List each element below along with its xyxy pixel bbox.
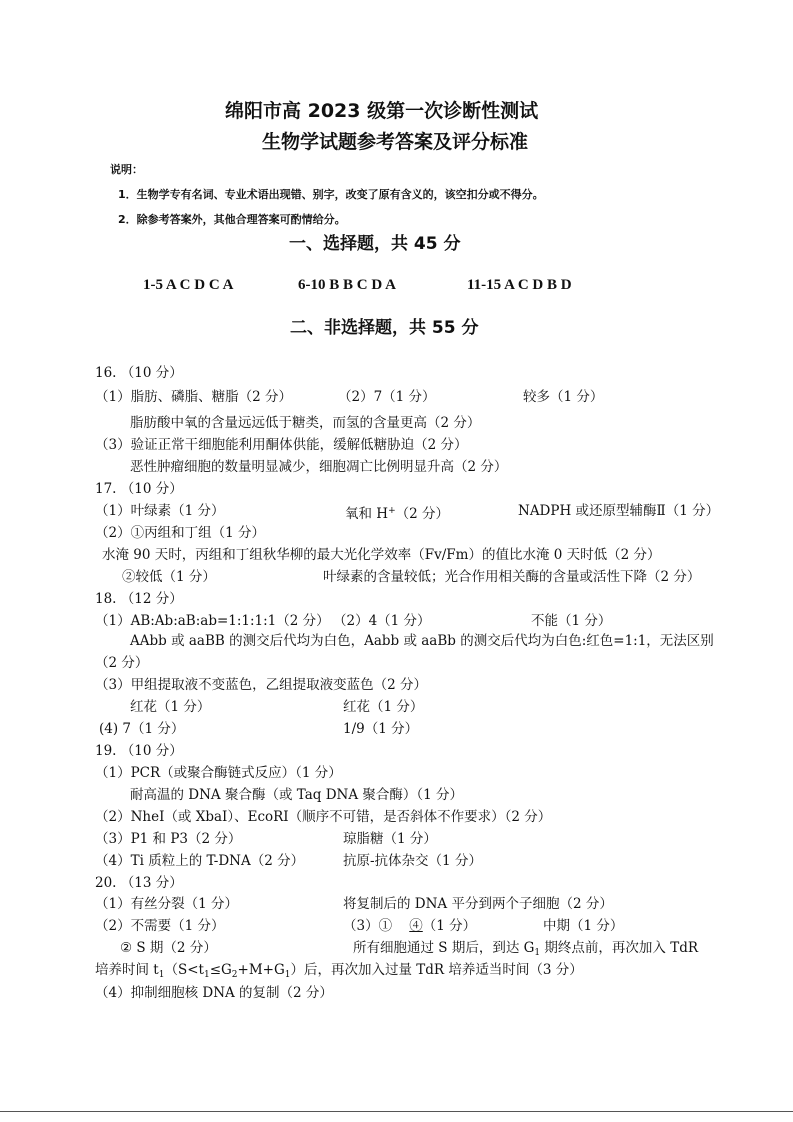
q18-answer-2: （2）4（1 分） bbox=[333, 613, 431, 629]
q18-answer-2b: 不能（1 分） bbox=[531, 613, 612, 629]
q17-answer-2c: ②较低（1 分） bbox=[122, 569, 216, 585]
q17-answer-1: （1）叶绿素（1 分） bbox=[95, 503, 225, 519]
q19-answer-2: （2）NheⅠ（或 XbaⅠ）、EcoRⅠ（顺序不可错，是否斜体不作要求）（2 分） bbox=[95, 809, 552, 825]
mc-answers-6-10: 6-10 B B C D A bbox=[298, 277, 396, 293]
q17-answer-2d: 叶绿素的含量较低；光合作用相关酶的含量或活性下降（2 分） bbox=[323, 569, 701, 585]
q19-answer-4b: 抗原-抗体杂交（1 分） bbox=[343, 853, 482, 869]
q16-heading: 16. （10 分） bbox=[95, 365, 183, 381]
q20-answer-2: （2）不需要（1 分） bbox=[95, 918, 225, 934]
q18-answer-3c: 红花（1 分） bbox=[343, 699, 424, 715]
q18-answer-4b: 1/9（1 分） bbox=[343, 721, 419, 737]
q20-answer-3e: 培养时间 $t_1(S<t_1\le G_2+M+G_1)$后，再次加入过量 TdR 培养适当时间（3 分） bbox=[95, 962, 583, 980]
q20-heading: 20. （13 分） bbox=[95, 875, 183, 891]
notes-label: 说明： bbox=[110, 163, 143, 176]
q16-answer-2: （2）7（1 分） bbox=[338, 389, 436, 405]
q19-heading: 19. （10 分） bbox=[95, 743, 183, 759]
q18-answer-3b: 红花（1 分） bbox=[130, 699, 211, 715]
q20-underlined-choice: ④ bbox=[409, 918, 423, 934]
q17-answer-1b: 氧和 H+（2 分） bbox=[345, 506, 450, 522]
q18-answer-2c: AAbb 或 aaBB 的测交后代均为白色，Aabb 或 aaBb 的测交后代均为白色:红色=1:1，无法区别 bbox=[130, 633, 714, 649]
q16-answer-3b: 恶性肿瘤细胞的数量明显减少，细胞凋亡比例明显升高（2 分） bbox=[130, 459, 508, 475]
q20-answer-3b: 中期（1 分） bbox=[543, 918, 624, 934]
q17-answer-2: （2）①丙组和丁组（1 分） bbox=[95, 525, 265, 541]
page-subtitle: 生物学试题参考答案及评分标准 bbox=[262, 131, 529, 153]
q19-answer-3b: 琼脂糖（1 分） bbox=[343, 831, 437, 847]
q18-answer-2d: （2 分） bbox=[95, 655, 149, 671]
section1-heading: 一、选择题，共 45 分 bbox=[289, 234, 461, 254]
q17-answer-2b: 水淹 90 天时，丙组和丁组秋华柳的最大光化学效率（Fv/Fm）的值比水淹 0 天时低（2 分） bbox=[102, 547, 661, 563]
q18-answer-1: （1）AB:Ab:aB:ab=1:1:1:1（2 分） bbox=[95, 613, 330, 629]
page-title: 绵阳市高 2023 级第一次诊断性测试 bbox=[225, 100, 539, 122]
mc-answers-1-5: 1-5 A C D C A bbox=[143, 277, 234, 293]
q16-answer-2b: 较多（1 分） bbox=[523, 389, 604, 405]
q19-answer-3: （3）P1 和 P3（2 分） bbox=[95, 831, 242, 847]
q19-answer-1b: 耐高温的 DNA 聚合酶（或 Taq DNA 聚合酶）（1 分） bbox=[130, 787, 464, 803]
mc-answers-11-15: 11-15 A C D B D bbox=[467, 277, 572, 293]
q19-answer-4: （4）Ti 质粒上的 T-DNA（2 分） bbox=[95, 853, 305, 869]
q20-answer-1: （1）有丝分裂（1 分） bbox=[95, 896, 238, 912]
q18-answer-4: (4) 7（1 分） bbox=[99, 721, 185, 737]
q17-heading: 17. （10 分） bbox=[95, 481, 183, 497]
q20-answer-3d: 所有细胞通过 S 期后，到达 $G_1$ 期终点前，再次加入 TdR bbox=[353, 940, 699, 958]
q20-answer-4: （4）抑制细胞核 DNA 的复制（2 分） bbox=[95, 985, 333, 1001]
q18-heading: 18. （12 分） bbox=[95, 591, 183, 607]
note-item-2: 2．除参考答案外，其他合理答案可酌情给分。 bbox=[118, 213, 346, 226]
q18-answer-3: （3）甲组提取液不变蓝色，乙组提取液变蓝色（2 分） bbox=[95, 677, 427, 693]
q16-answer-2c: 脂肪酸中氧的含量远远低于糖类，而氢的含量更高（2 分） bbox=[130, 415, 481, 431]
q20-answer-1b: 将复制后的 DNA 平分到两个子细胞（2 分） bbox=[343, 896, 613, 912]
q20-answer-3: （3）① ④（1 分） bbox=[343, 918, 477, 934]
q16-answer-3: （3）验证正常干细胞能利用酮体供能，缓解低糖胁迫（2 分） bbox=[95, 437, 468, 453]
q19-answer-1: （1）PCR（或聚合酶链式反应）（1 分） bbox=[95, 765, 342, 781]
q20-answer-3c: ② S 期（2 分） bbox=[120, 940, 217, 956]
section2-heading: 二、非选择题，共 55 分 bbox=[290, 318, 479, 338]
page-bottom-rule bbox=[0, 1111, 793, 1112]
q16-answer-1: （1）脂肪、磷脂、糖脂（2 分） bbox=[95, 389, 292, 405]
note-item-1: 1．生物学专有名词、专业术语出现错、别字，改变了原有含义的，该空扣分或不得分。 bbox=[118, 188, 544, 201]
q17-answer-1c: NADPH 或还原型辅酶Ⅱ（1 分） bbox=[518, 503, 720, 519]
